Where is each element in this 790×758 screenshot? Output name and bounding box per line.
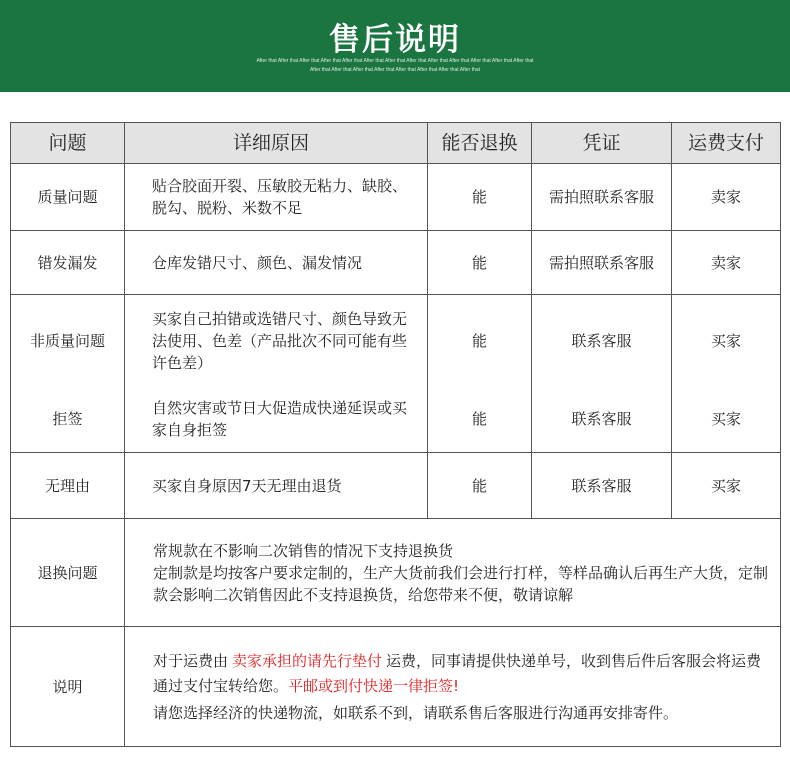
row-shipping: 买家 <box>710 410 741 429</box>
banner-subtitle: After that After that After that After that After that After that After that After that After that After that After that After that After that After that After that After that After that After that After that After that After that <box>256 58 534 73</box>
row-issue: 错发漏发 <box>11 231 125 295</box>
note-label: 说明 <box>11 627 125 747</box>
row-returnable: 能 <box>428 231 532 295</box>
header-proof: 凭证 <box>532 123 672 164</box>
row-returnable: 能 <box>471 410 487 429</box>
header-detail: 详细原因 <box>125 123 428 164</box>
note-text-2: 运费，同事请提供快递单号，收到售后件后客服会将运费通过支付宝转给您。 <box>153 652 762 695</box>
exchange-label: 退换问题 <box>11 519 125 627</box>
row-issue: 拒签 <box>52 410 83 429</box>
exchange-row <box>11 519 781 627</box>
row-shipping: 买家 <box>672 453 781 519</box>
row-issue: 非质量问题 <box>29 331 105 350</box>
header-issue: 问题 <box>11 123 125 164</box>
row-shipping-stack <box>672 295 781 453</box>
row-shipping: 卖家 <box>672 231 781 295</box>
table-header-row <box>11 123 781 164</box>
row-detail: 自然灾害或节日大促造成快递延误或买家自身拒签 <box>152 399 408 440</box>
row-detail-stack <box>125 295 428 453</box>
exchange-detail <box>125 519 781 627</box>
page-title: 售后说明 <box>329 22 461 58</box>
row-issue: 无理由 <box>11 453 125 519</box>
note-line-2: 请您选择经济的快递物流，如联系不到，请联系售后客服进行沟通再安排寄件。 <box>153 704 679 722</box>
header-shipping: 运费支付 <box>672 123 781 164</box>
header-returnable: 能否退换 <box>428 123 532 164</box>
row-detail: 买家自身原因7天无理由退货 <box>125 453 428 519</box>
row-detail: 贴合胶面开裂、压敏胶无粘力、缺胶、脱勾、脱粉、米数不足 <box>125 164 428 231</box>
row-proof: 联系客服 <box>571 331 632 350</box>
note-highlight-1: 卖家承担的请先行垫付 <box>232 652 383 670</box>
row-shipping: 买家 <box>710 331 741 350</box>
note-highlight-2: 平邮或到付快递一律拒签! <box>288 677 460 695</box>
table-row <box>11 231 781 295</box>
row-detail: 买家自己拍错或选错尺寸、颜色导致无法使用、色差（产品批次不同可能有些许色差） <box>152 309 408 372</box>
row-proof: 联系客服 <box>571 410 632 429</box>
table-row-merged <box>11 295 781 453</box>
table-row <box>11 164 781 231</box>
exchange-line-2: 定制款是均按客户要求定制的，生产大货前我们会进行打样，等样品确认后再生产大货，定制款会影响二次销售因此不支持退换货，给您带来不便，敬请谅解 <box>153 563 769 604</box>
row-returnable: 能 <box>471 331 487 350</box>
row-issue-stack <box>11 295 125 453</box>
row-proof: 需拍照联系客服 <box>532 231 672 295</box>
after-sales-table <box>10 122 781 747</box>
row-proof-stack <box>532 295 672 453</box>
row-returnable: 能 <box>428 453 532 519</box>
note-row <box>11 627 781 747</box>
row-detail: 仓库发错尺寸、颜色、漏发情况 <box>125 231 428 295</box>
row-returnable-stack <box>428 295 532 453</box>
note-text-1: 对于运费由 <box>153 652 229 670</box>
row-proof: 联系客服 <box>532 453 672 519</box>
row-shipping: 卖家 <box>672 164 781 231</box>
row-issue: 质量问题 <box>11 164 125 231</box>
exchange-line-1: 常规款在不影响二次销售的情况下支持退换货 <box>153 541 454 560</box>
header-banner <box>0 0 790 92</box>
row-returnable: 能 <box>428 164 532 231</box>
note-detail <box>125 627 781 747</box>
table-row <box>11 453 781 519</box>
row-proof: 需拍照联系客服 <box>532 164 672 231</box>
